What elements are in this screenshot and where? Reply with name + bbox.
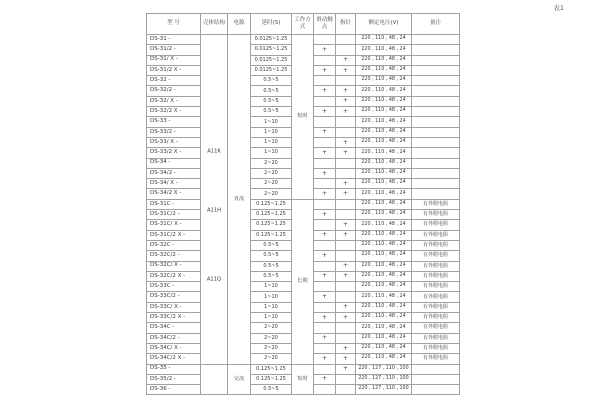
remark-cell	[412, 364, 460, 374]
voltage-cell: 220 , 110 , 48 , 24	[356, 107, 412, 117]
col-header-shell: 壳体结构	[201, 14, 228, 35]
slide-contact-cell	[314, 240, 336, 250]
slide-contact-cell	[314, 55, 336, 65]
col-header-remark: 备注	[412, 14, 460, 35]
model-cell: DS-33C/2 X -	[147, 313, 201, 323]
slide-contact-cell	[314, 220, 336, 230]
model-cell: DS-34/2 X -	[147, 189, 201, 199]
slide-contact-cell	[314, 179, 336, 189]
work-mode-cell: 长期	[292, 199, 314, 364]
model-cell: DS-32 -	[147, 76, 201, 86]
pointer-cell	[336, 385, 356, 395]
model-cell: DS-33C/2 -	[147, 292, 201, 302]
remark-cell	[412, 168, 460, 178]
pointer-cell	[336, 323, 356, 333]
slide-contact-cell: +	[314, 45, 336, 55]
slide-contact-cell	[314, 158, 336, 168]
pointer-cell: +	[336, 65, 356, 75]
slide-contact-cell: +	[314, 168, 336, 178]
remark-cell	[412, 86, 460, 96]
delay-cell: 0.0125~1.25	[251, 45, 292, 55]
voltage-cell: 220 , 110 , 48 , 24	[356, 323, 412, 333]
pointer-cell: +	[336, 55, 356, 65]
slide-contact-cell: +	[314, 374, 336, 384]
delay-cell: 0.0125~1.25	[251, 35, 292, 45]
model-cell: DS-36 -	[147, 385, 201, 395]
slide-contact-cell	[314, 35, 336, 45]
remark-cell: 有外附电阻	[412, 230, 460, 240]
slide-contact-cell	[314, 364, 336, 374]
delay-cell: 0.125~1.25	[251, 364, 292, 374]
pointer-cell	[336, 199, 356, 209]
model-cell: DS-33C/ X -	[147, 302, 201, 312]
remark-cell	[412, 137, 460, 147]
model-cell: DS-34C/2 -	[147, 333, 201, 343]
slide-contact-cell	[314, 343, 336, 353]
voltage-cell: 220 , 110 , 48 , 24	[356, 127, 412, 137]
pointer-cell: +	[336, 137, 356, 147]
slide-contact-cell	[314, 96, 336, 106]
remark-cell: 有外附电阻	[412, 199, 460, 209]
slide-contact-cell: +	[314, 65, 336, 75]
pointer-cell	[336, 76, 356, 86]
slide-contact-cell	[314, 199, 336, 209]
delay-cell: 1~10	[251, 313, 292, 323]
model-cell: DS-32/2 -	[147, 86, 201, 96]
model-cell: DS-33 -	[147, 117, 201, 127]
delay-cell: 0.0125~1.25	[251, 65, 292, 75]
remark-cell	[412, 189, 460, 199]
voltage-cell: 220 , 110 , 48 , 24	[356, 86, 412, 96]
slide-contact-cell: +	[314, 354, 336, 364]
slide-contact-cell: +	[314, 313, 336, 323]
slide-contact-cell: +	[314, 210, 336, 220]
voltage-cell: 220 , 110 , 48 , 24	[356, 282, 412, 292]
remark-cell: 有外附电阻	[412, 302, 460, 312]
delay-cell: 2~20	[251, 158, 292, 168]
pointer-cell	[336, 251, 356, 261]
voltage-cell: 220 , 110 , 48 , 24	[356, 55, 412, 65]
remark-cell	[412, 107, 460, 117]
delay-cell: 0.125~1.25	[251, 199, 292, 209]
pointer-cell	[336, 240, 356, 250]
voltage-cell: 220 , 110 , 48 , 24	[356, 333, 412, 343]
pointer-cell: +	[336, 302, 356, 312]
voltage-cell: 220 , 110 , 48 , 24	[356, 220, 412, 230]
pointer-cell: +	[336, 354, 356, 364]
shell-type-label: A11H	[206, 207, 222, 214]
delay-cell: 1~10	[251, 127, 292, 137]
slide-contact-cell	[314, 282, 336, 292]
voltage-cell: 220 , 110 , 48 , 24	[356, 343, 412, 353]
delay-cell: 2~20	[251, 179, 292, 189]
model-cell: DS-31C/2 X -	[147, 230, 201, 240]
model-cell: DS-31C/ X -	[147, 220, 201, 230]
delay-cell: 2~20	[251, 343, 292, 353]
voltage-cell: 220 , 110 , 48 , 24	[356, 302, 412, 312]
work-mode-cell: 短时	[292, 35, 314, 200]
pointer-cell: +	[336, 96, 356, 106]
slide-contact-cell	[314, 302, 336, 312]
delay-cell: 0.5~5	[251, 76, 292, 86]
pointer-cell	[336, 127, 356, 137]
col-header-delay: 延时(S)	[251, 14, 292, 35]
shell-type-label: A11K	[207, 148, 221, 155]
delay-cell: 0.5~5	[251, 96, 292, 106]
slide-contact-cell: +	[314, 333, 336, 343]
delay-cell: 0.5~5	[251, 385, 292, 395]
model-cell: DS-32C -	[147, 240, 201, 250]
relay-spec-table	[146, 13, 460, 395]
slide-contact-cell	[314, 76, 336, 86]
pointer-cell: +	[336, 261, 356, 271]
col-header-work-mode: 工作方式	[292, 14, 314, 35]
remark-cell	[412, 45, 460, 55]
model-cell: DS-32C/2 X -	[147, 271, 201, 281]
delay-cell: 2~20	[251, 323, 292, 333]
delay-cell: 0.5~5	[251, 107, 292, 117]
slide-contact-cell: +	[314, 189, 336, 199]
slide-contact-cell	[314, 261, 336, 271]
model-cell: DS-32C/2 -	[147, 251, 201, 261]
remark-cell	[412, 96, 460, 106]
delay-cell: 2~20	[251, 333, 292, 343]
model-cell: DS-34/ X -	[147, 179, 201, 189]
delay-cell: 0.125~1.25	[251, 220, 292, 230]
remark-cell	[412, 35, 460, 45]
delay-cell: 1~10	[251, 292, 292, 302]
model-cell: DS-34 -	[147, 158, 201, 168]
model-cell: DS-32/2 X -	[147, 107, 201, 117]
slide-contact-cell: +	[314, 230, 336, 240]
pointer-cell	[336, 35, 356, 45]
remark-cell	[412, 385, 460, 395]
voltage-cell: 220 , 110 , 48 , 24	[356, 76, 412, 86]
remark-cell: 有外附电阻	[412, 313, 460, 323]
remark-cell	[412, 179, 460, 189]
remark-cell: 有外附电阻	[412, 292, 460, 302]
delay-cell: 2~20	[251, 354, 292, 364]
model-cell: DS-31C -	[147, 199, 201, 209]
remark-cell: 有外附电阻	[412, 323, 460, 333]
model-cell: DS-34/2 -	[147, 168, 201, 178]
model-cell: DS-31 -	[147, 35, 201, 45]
slide-contact-cell	[314, 385, 336, 395]
model-cell: DS-34C/ X -	[147, 343, 201, 353]
remark-cell: 有外附电阻	[412, 220, 460, 230]
remark-cell: 有外附电阻	[412, 271, 460, 281]
pointer-cell: +	[336, 343, 356, 353]
delay-cell: 2~20	[251, 189, 292, 199]
delay-cell: 0.5~5	[251, 271, 292, 281]
model-cell: DS-32C/ X -	[147, 261, 201, 271]
voltage-cell: 220 , 110 , 48 , 24	[356, 251, 412, 261]
remark-cell: 有外附电阻	[412, 343, 460, 353]
remark-cell	[412, 127, 460, 137]
remark-cell	[412, 148, 460, 158]
model-cell: DS-35 -	[147, 364, 201, 374]
voltage-cell: 220 , 110 , 48 , 24	[356, 313, 412, 323]
model-cell: DS-34C -	[147, 323, 201, 333]
slide-contact-cell	[314, 323, 336, 333]
voltage-cell: 220 , 110 , 48 , 24	[356, 65, 412, 75]
table-body	[147, 35, 460, 395]
pointer-cell: +	[336, 230, 356, 240]
voltage-cell: 220 , 110 , 48 , 24	[356, 199, 412, 209]
pointer-cell	[336, 210, 356, 220]
model-cell: DS-31/ X -	[147, 55, 201, 65]
slide-contact-cell: +	[314, 292, 336, 302]
voltage-cell: 220 , 110 , 48 , 24	[356, 168, 412, 178]
delay-cell: 0.0125~1.25	[251, 55, 292, 65]
pointer-cell	[336, 333, 356, 343]
voltage-cell: 220 , 110 , 48 , 24	[356, 271, 412, 281]
col-header-power: 电源	[228, 14, 251, 35]
delay-cell: 2~20	[251, 168, 292, 178]
pointer-cell: +	[336, 271, 356, 281]
voltage-cell: 220 , 110 , 48 , 24	[356, 189, 412, 199]
pointer-cell	[336, 45, 356, 55]
slide-contact-cell: +	[314, 86, 336, 96]
voltage-cell: 220 , 127 , 110 , 100	[356, 385, 412, 395]
delay-cell: 1~10	[251, 302, 292, 312]
work-mode-cell: 短时	[292, 364, 314, 395]
slide-contact-cell: +	[314, 127, 336, 137]
table-row	[147, 35, 460, 45]
col-header-voltage: 额定电压(V)	[356, 14, 412, 35]
voltage-cell: 220 , 127 , 110 , 100	[356, 374, 412, 384]
delay-cell: 0.5~5	[251, 240, 292, 250]
voltage-cell: 220 , 110 , 48 , 24	[356, 354, 412, 364]
remark-cell	[412, 374, 460, 384]
model-cell: DS-31/2 -	[147, 45, 201, 55]
delay-cell: 0.125~1.25	[251, 230, 292, 240]
pointer-cell	[336, 168, 356, 178]
remark-cell: 有外附电阻	[412, 210, 460, 220]
pointer-cell: +	[336, 179, 356, 189]
slide-contact-cell: +	[314, 271, 336, 281]
voltage-cell: 220 , 110 , 48 , 24	[356, 96, 412, 106]
delay-cell: 1~10	[251, 137, 292, 147]
pointer-cell	[336, 158, 356, 168]
remark-cell: 有外附电阻	[412, 333, 460, 343]
voltage-cell: 220 , 110 , 48 , 24	[356, 230, 412, 240]
power-cell: 交流	[228, 364, 251, 395]
pointer-cell	[336, 117, 356, 127]
model-cell: DS-35/2 -	[147, 374, 201, 384]
pointer-cell: +	[336, 189, 356, 199]
delay-cell: 0.125~1.25	[251, 210, 292, 220]
model-cell: DS-33/2 -	[147, 127, 201, 137]
voltage-cell: 220 , 110 , 48 , 24	[356, 158, 412, 168]
remark-cell	[412, 76, 460, 86]
model-cell: DS-33/ X -	[147, 137, 201, 147]
slide-contact-cell: +	[314, 148, 336, 158]
model-cell: DS-32/ X -	[147, 96, 201, 106]
pointer-cell	[336, 292, 356, 302]
pointer-cell: +	[336, 313, 356, 323]
voltage-cell: 220 , 110 , 48 , 24	[356, 137, 412, 147]
delay-cell: 1~10	[251, 148, 292, 158]
remark-cell	[412, 117, 460, 127]
shell-type-label: A11Q	[206, 276, 222, 283]
remark-cell: 有外附电阻	[412, 261, 460, 271]
voltage-cell: 220 , 110 , 48 , 24	[356, 240, 412, 250]
table-row	[147, 364, 460, 374]
remark-cell: 有外附电阻	[412, 240, 460, 250]
voltage-cell: 220 , 110 , 48 , 24	[356, 292, 412, 302]
shell-structure-cell	[201, 35, 228, 365]
voltage-cell: 220 , 110 , 48 , 24	[356, 261, 412, 271]
voltage-cell: 220 , 110 , 48 , 24	[356, 210, 412, 220]
model-cell: DS-33/2 X -	[147, 148, 201, 158]
delay-cell: 0.5~5	[251, 261, 292, 271]
remark-cell: 有外附电阻	[412, 354, 460, 364]
remark-cell	[412, 158, 460, 168]
pointer-cell	[336, 374, 356, 384]
model-cell: DS-31/2 X -	[147, 65, 201, 75]
delay-cell: 0.125~1.25	[251, 374, 292, 384]
slide-contact-cell	[314, 137, 336, 147]
col-header-model: 型 号	[147, 14, 201, 35]
remark-cell: 有外附电阻	[412, 282, 460, 292]
pointer-cell: +	[336, 364, 356, 374]
voltage-cell: 220 , 110 , 48 , 24	[356, 45, 412, 55]
voltage-cell: 220 , 110 , 48 , 24	[356, 35, 412, 45]
delay-cell: 0.5~5	[251, 86, 292, 96]
table-header	[147, 14, 460, 35]
model-cell: DS-33C -	[147, 282, 201, 292]
table-row	[147, 199, 460, 209]
remark-cell: 有外附电阻	[412, 251, 460, 261]
remark-cell	[412, 65, 460, 75]
model-cell: DS-34C/2 X -	[147, 354, 201, 364]
shell-structure-cell	[201, 364, 228, 395]
voltage-cell: 220 , 110 , 48 , 24	[356, 117, 412, 127]
col-header-slide-contact: 滑动触点	[314, 14, 336, 35]
pointer-cell	[336, 282, 356, 292]
pointer-cell: +	[336, 220, 356, 230]
delay-cell: 0.5~5	[251, 251, 292, 261]
slide-contact-cell: +	[314, 107, 336, 117]
voltage-cell: 220 , 110 , 48 , 24	[356, 179, 412, 189]
voltage-cell: 220 , 110 , 48 , 24	[356, 148, 412, 158]
col-header-pointer: 指针	[336, 14, 356, 35]
delay-cell: 1~10	[251, 117, 292, 127]
remark-cell	[412, 55, 460, 65]
delay-cell: 1~10	[251, 282, 292, 292]
header-row	[147, 14, 460, 35]
power-cell: 直流	[228, 35, 251, 365]
voltage-cell: 220 , 127 , 110 , 100	[356, 364, 412, 374]
table-number-label: 表1	[553, 4, 564, 12]
slide-contact-cell	[314, 117, 336, 127]
pointer-cell: +	[336, 107, 356, 117]
pointer-cell: +	[336, 86, 356, 96]
model-cell: DS-31C/2 -	[147, 210, 201, 220]
slide-contact-cell: +	[314, 251, 336, 261]
pointer-cell: +	[336, 148, 356, 158]
